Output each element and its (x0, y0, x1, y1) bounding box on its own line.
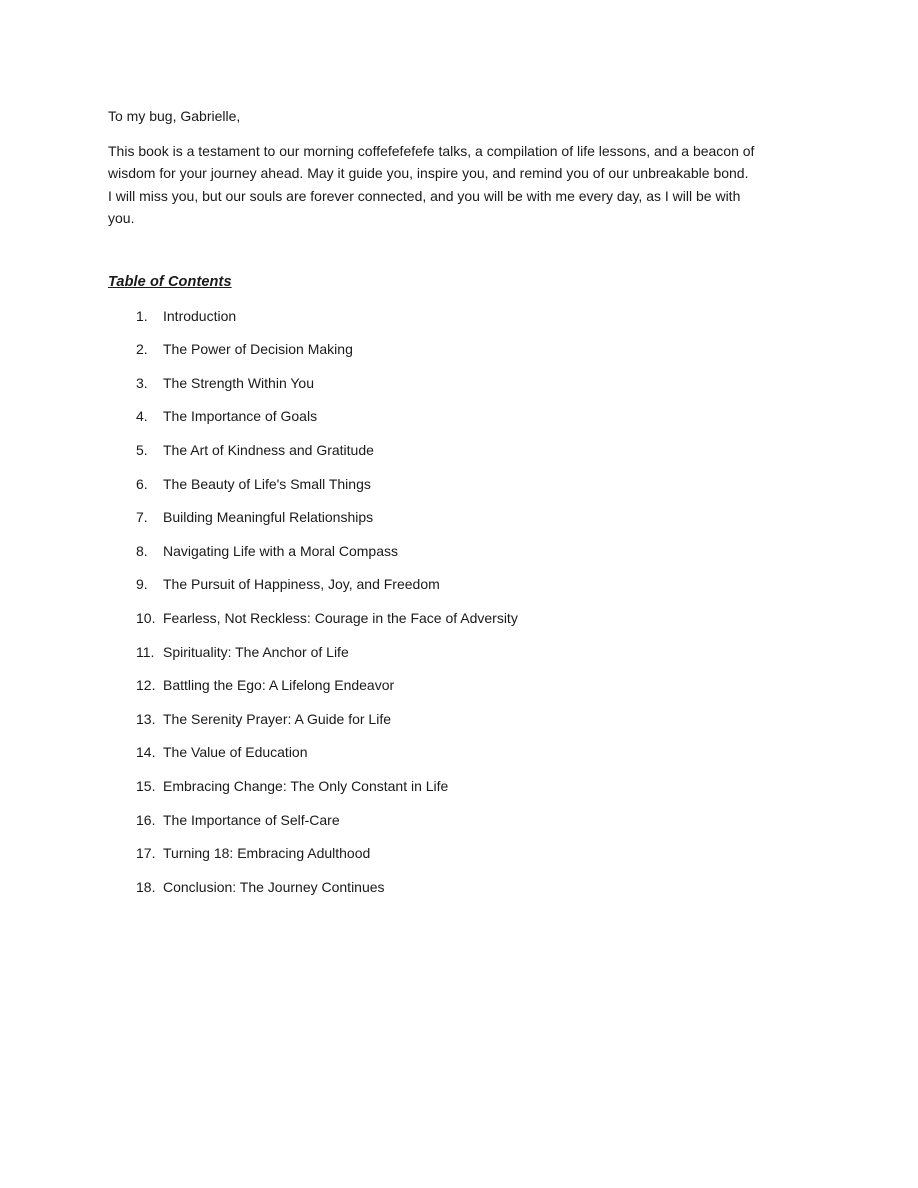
toc-item-number: 14. (136, 744, 156, 761)
toc-item-label: Spirituality: The Anchor of Life (163, 643, 349, 660)
toc-item-label: The Pursuit of Happiness, Joy, and Freedom (163, 576, 440, 593)
toc-item-label: The Power of Decision Making (163, 341, 353, 358)
toc-item-label: Conclusion: The Journey Continues (163, 878, 385, 895)
toc-item-label: The Value of Education (163, 744, 308, 761)
toc-item-label: The Importance of Self-Care (163, 811, 340, 828)
toc-item-label: Embracing Change: The Only Constant in Life (163, 777, 449, 794)
toc-item-label: The Importance of Goals (163, 408, 318, 425)
toc-item-number: 15. (136, 777, 156, 794)
dedication-line: This book is a testament to our morning coffefefefefe talks, a compilation of life lessons, and a beacon of (108, 143, 755, 159)
toc-item (136, 842, 810, 864)
toc-item (136, 473, 810, 495)
toc-item (136, 305, 810, 327)
toc-item (136, 809, 810, 831)
toc-item-number: 17. (136, 845, 156, 862)
toc-item (136, 775, 810, 797)
toc-item-number: 4. (136, 408, 148, 425)
toc-item (136, 338, 810, 360)
dedication-line: you. (108, 210, 135, 227)
toc-item (136, 540, 810, 562)
toc-item-number: 18. (136, 878, 156, 895)
toc-item-label: Navigating Life with a Moral Compass (163, 542, 398, 559)
toc-heading: Table of Contents (108, 273, 232, 290)
toc-item (136, 372, 810, 394)
toc-item-number: 7. (136, 509, 148, 526)
toc-item (136, 674, 810, 696)
dedication-paragraph (108, 140, 810, 230)
toc-item-number: 16. (136, 811, 156, 828)
toc-item (136, 708, 810, 730)
toc-item (136, 741, 810, 763)
toc-item-number: 3. (136, 374, 148, 391)
salutation-text: To my bug, Gabrielle, (108, 108, 241, 124)
toc-item-number: 11. (136, 643, 155, 660)
toc-item-number: 6. (136, 475, 148, 492)
toc-item (136, 506, 810, 528)
toc-item (136, 439, 810, 461)
toc-list (108, 305, 810, 898)
toc-item-number: 10. (136, 609, 156, 626)
toc-item (136, 607, 810, 629)
toc-item-label: The Serenity Prayer: A Guide for Life (163, 710, 392, 727)
toc-item (136, 573, 810, 595)
toc-item-label: Introduction (163, 307, 237, 324)
dedication-line: wisdom for your journey ahead. May it guide you, inspire you, and remind you of our unbreakable bond. (108, 165, 749, 182)
toc-item-label: The Art of Kindness and Gratitude (163, 442, 374, 458)
toc-item-label: The Strength Within You (163, 374, 314, 391)
toc-item (136, 405, 810, 427)
toc-item-label: Building Meaningful Relationships (163, 509, 374, 526)
toc-item-label: The Beauty of Life's Small Things (163, 475, 371, 492)
toc-item-number: 5. (136, 442, 148, 458)
toc-item-label: Fearless, Not Reckless: Courage in the Face of Adversity (163, 609, 518, 626)
toc-item-label: Battling the Ego: A Lifelong Endeavor (163, 677, 395, 694)
toc-item-number: 13. (136, 710, 156, 727)
dedication-line: I will miss you, but our souls are forever connected, and you will be with me every day, as I will be with (108, 187, 741, 204)
toc-item-number: 1. (136, 307, 148, 324)
toc-item-number: 9. (136, 576, 148, 593)
toc-item (136, 876, 810, 898)
toc-item-number: 2. (136, 341, 148, 358)
toc-item-label: Turning 18: Embracing Adulthood (163, 845, 371, 862)
toc-item-number: 8. (136, 542, 148, 559)
toc-item (136, 641, 810, 663)
toc-item-number: 12. (136, 677, 156, 694)
